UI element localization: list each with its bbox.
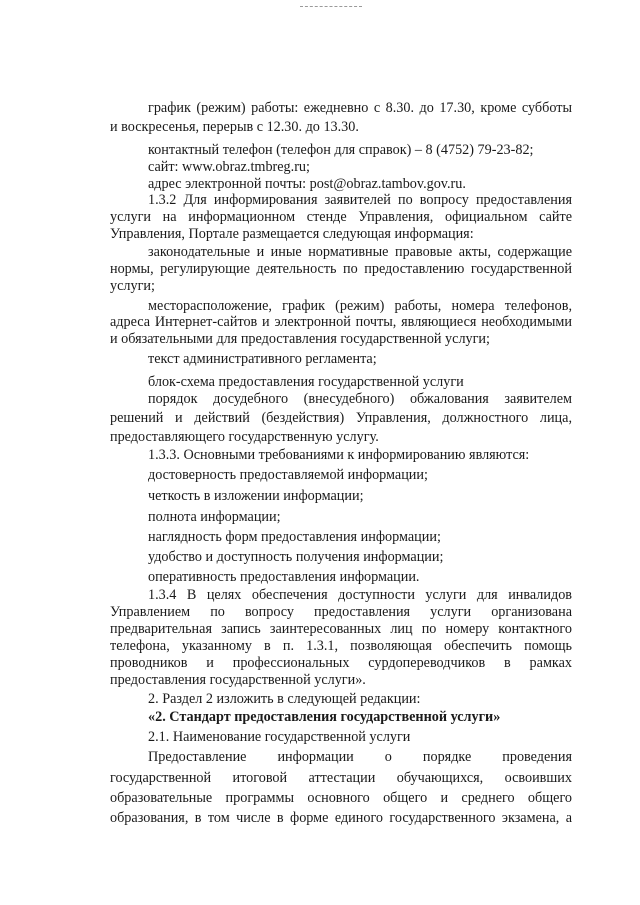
- text-line: услуги;: [110, 278, 155, 294]
- text-line-requirements: 1.3.3. Основными требованиями к информированию являются:: [148, 447, 530, 463]
- text-line: нормы, регулирующие деятельность по предоставлению государственной: [110, 261, 572, 277]
- text-line-phone: контактный телефон (телефон для справок) – 8 (4752) 79-23-82;: [148, 142, 534, 158]
- text-line: 1.3.4 В целях обеспечения доступности услуги для инвалидов: [148, 587, 572, 603]
- list-item: оперативность предоставления информации.: [148, 569, 420, 585]
- text-line: и воскресенья, перерыв с 12.30. до 13.30.: [110, 119, 359, 135]
- text-line: законодательные и иные нормативные правовые акты, содержащие: [148, 244, 572, 260]
- text-line: блок-схема предоставления государственной услуги: [148, 374, 464, 390]
- text-line: государственной итоговой аттестации обучающихся, освоивших: [110, 770, 572, 786]
- list-item: полнота информации;: [148, 509, 281, 525]
- text-line: предварительная запись заинтересованных лиц по номеру контактного: [110, 621, 572, 637]
- list-item: достоверность предоставляемой информации;: [148, 467, 428, 483]
- text-line: образования, в том числе в форме единого государственного экзамена, а: [110, 810, 572, 826]
- text-line: образовательные программы основного общего и среднего общего: [110, 790, 572, 806]
- text-line: телефона, указанному в п. 1.3.1, позволяющая обеспечить помощь: [110, 638, 572, 654]
- text-line: месторасположение, график (режим) работы, номера телефонов,: [148, 298, 572, 314]
- text-line: проводников и профессиональных сурдопереводчиков в рамках: [110, 655, 572, 671]
- text-line: предоставления государственной услуги».: [110, 672, 366, 688]
- text-line: Управления, Портале размещается следующая информация:: [110, 226, 474, 242]
- text-line: Предоставление информации о порядке проведения: [148, 749, 572, 765]
- list-item: наглядность форм предоставления информации;: [148, 529, 441, 545]
- text-line-email: адрес электронной почты: post@obraz.tambov.gov.ru.: [148, 176, 466, 192]
- text-line: 2. Раздел 2 изложить в следующей редакции:: [148, 691, 421, 707]
- text-line-schedule: график (режим) работы: ежедневно с 8.30. до 17.30, кроме субботы: [148, 100, 572, 116]
- text-line: 1.3.2 Для информирования заявителей по вопросу предоставления: [148, 192, 572, 208]
- subsection-heading: 2.1. Наименование государственной услуги: [148, 729, 411, 745]
- list-item: удобство и доступность получения информации;: [148, 549, 444, 565]
- text-line: Управлением по вопросу предоставления услуги организована: [110, 604, 572, 620]
- section-heading: «2. Стандарт предоставления государственной услуги»: [148, 709, 501, 725]
- text-line-site: сайт: www.obraz.tmbreg.ru;: [148, 159, 310, 175]
- text-line: и обязательными для предоставления государственной услуги;: [110, 331, 490, 347]
- text-line: предоставляющего государственную услугу.: [110, 429, 379, 445]
- text-line: порядок досудебного (внесудебного) обжалования заявителем: [148, 391, 572, 407]
- text-line: решений и действий (бездействия) Управления, должностного лица,: [110, 410, 572, 426]
- scan-header-mark: [300, 6, 362, 9]
- text-line: услуги на информационном стенде Управления, официальном сайте: [110, 209, 572, 225]
- text-line: текст административного регламента;: [148, 351, 377, 367]
- text-line: адреса Интернет-сайтов и электронной почты, являющиеся необходимыми: [110, 314, 572, 330]
- list-item: четкость в изложении информации;: [148, 488, 364, 504]
